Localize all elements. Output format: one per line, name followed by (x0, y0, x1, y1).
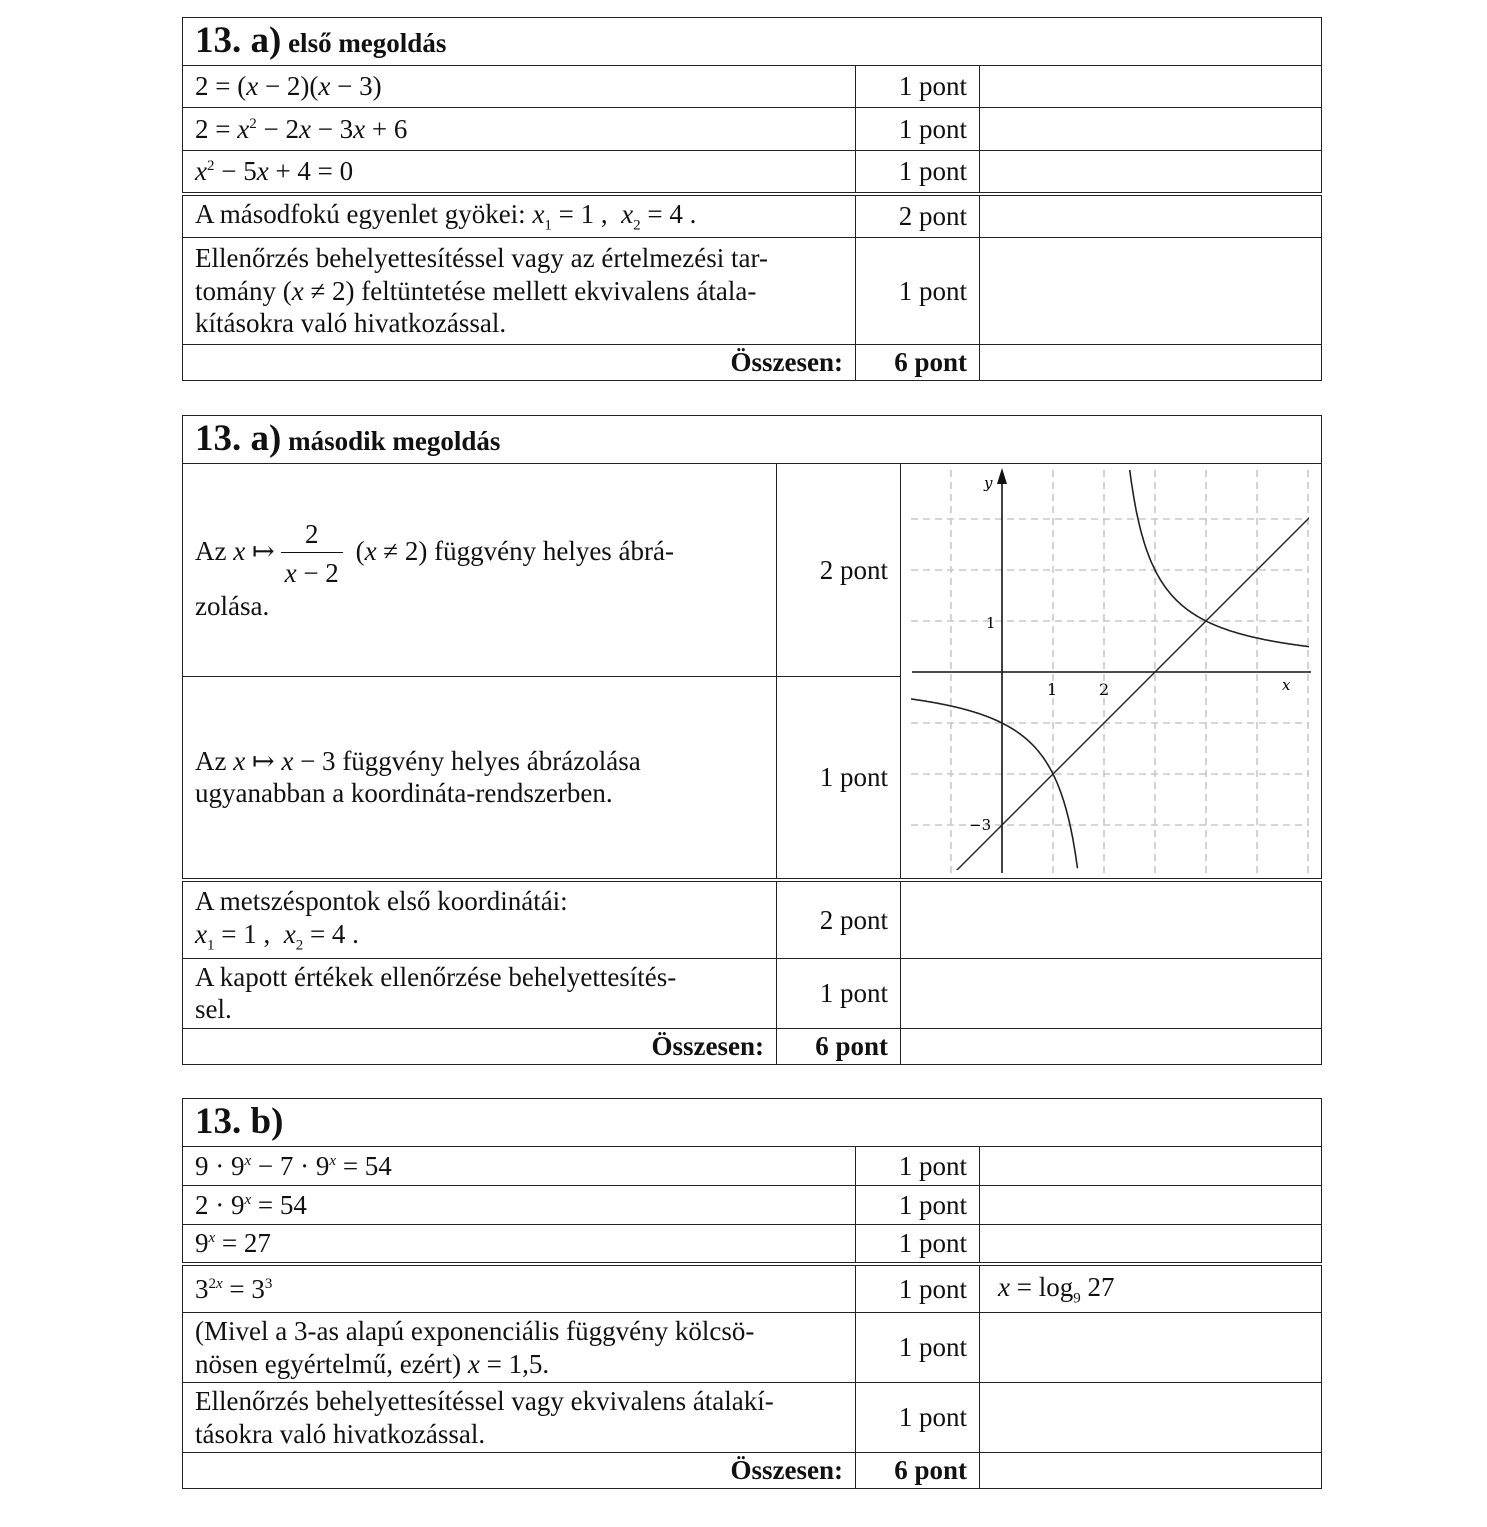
x-tick-1: 1 (1047, 680, 1058, 699)
points-cell: 1 pont (856, 66, 980, 108)
total-points: 6 pont (856, 345, 980, 381)
equation-step: $x^2 - 5x + 4 = 0$ (183, 151, 856, 194)
note-cell (980, 1147, 1322, 1186)
y-tick-minus-3: −3 (969, 816, 992, 834)
points-cell: 1 pont (856, 238, 980, 345)
x-axis-label: x (1282, 676, 1291, 694)
equation-step: $9 \cdot 9^x - 7 \cdot 9^x = 54$ (183, 1147, 856, 1186)
graph-cell (901, 464, 1322, 881)
check-text: A kapott értékek ellenőrzése behelyettesítés- sel. (183, 958, 777, 1028)
alternative-note: $x = \log_9 27$ (980, 1264, 1322, 1313)
equation-step: $2 = x^2 - 2x - 3x + 6$ (183, 108, 856, 151)
y-axis-label: y (984, 474, 993, 492)
note-cell (980, 1225, 1322, 1264)
points-cell: 1 pont (856, 1313, 980, 1383)
note-cell (980, 345, 1322, 381)
note-cell (901, 1028, 1322, 1064)
injective-text: (Mivel a 3-as alapú exponenciális függvény kölcsö- nösen egyértelmű, ezért) x = 1,5. (183, 1313, 856, 1383)
solution-table-13a-second (182, 415, 1322, 1065)
points-cell: 1 pont (856, 1186, 980, 1225)
solution-table-13b (182, 1098, 1322, 1489)
graph-task-2: Az x ↦ x − 3 függvény helyes ábrázolása ugyanabban a koordináta-rendszerben. (183, 676, 777, 880)
note-cell (980, 1383, 1322, 1453)
note-cell (980, 108, 1322, 151)
table-header (183, 18, 1322, 66)
points-cell: 1 pont (777, 958, 901, 1028)
task-number: 13. a) (195, 418, 282, 460)
linear-function-line (956, 514, 1313, 871)
total-points: 6 pont (856, 1453, 980, 1489)
y-tick-1: 1 (986, 614, 996, 632)
note-cell (901, 958, 1322, 1028)
equation-step: 2 = (x − 2)(x − 3) (183, 66, 856, 108)
total-label: Összesen: (183, 1453, 856, 1489)
y-axis-arrow-icon (997, 468, 1007, 484)
points-cell: 1 pont (856, 1383, 980, 1453)
equation-step: $2 \cdot 9^x = 54$ (183, 1186, 856, 1225)
task-number: 13. b) (195, 1101, 284, 1143)
points-cell: 1 pont (777, 676, 901, 880)
total-label: Összesen: (183, 1028, 777, 1064)
table-header (183, 416, 1322, 464)
note-cell (901, 880, 1322, 958)
equation-step: $9^x = 27$ (183, 1225, 856, 1264)
note-cell (980, 194, 1322, 238)
graph-task-1: Az x ↦ $\frac{2}{x - 2}$ (x ≠ 2) függvény helyes ábrá- zolása. (183, 464, 777, 677)
points-cell: 1 pont (856, 1147, 980, 1186)
total-label: Összesen: (183, 345, 856, 381)
points-cell: 1 pont (856, 1264, 980, 1313)
task-subtitle: második megoldás (288, 426, 501, 457)
solution-table-13a-first (182, 17, 1322, 381)
note-cell (980, 1453, 1322, 1489)
x-tick-2: 2 (1099, 680, 1110, 699)
note-cell (980, 1313, 1322, 1383)
note-cell (980, 1186, 1322, 1225)
table-header (183, 1099, 1322, 1147)
note-cell (980, 151, 1322, 194)
check-text: Ellenőrzés behelyettesítéssel vagy az értelmezési tar- tomány (x ≠ 2) feltüntetése mellett ekvivalens átala- kításokra való hivatkozással. (183, 238, 856, 345)
function-graph (909, 468, 1321, 878)
task-number: 13. a) (195, 20, 282, 62)
total-points: 6 pont (777, 1028, 901, 1064)
points-cell: 1 pont (856, 108, 980, 151)
points-cell: 1 pont (856, 1225, 980, 1264)
note-cell (980, 66, 1322, 108)
check-text: Ellenőrzés behelyettesítéssel vagy ekvivalens átalakí- tásokra való hivatkozással. (183, 1383, 856, 1453)
points-cell: 1 pont (856, 151, 980, 194)
equation-step: $3^{2x} = 3^3$ (183, 1264, 856, 1313)
points-cell: 2 pont (777, 880, 901, 958)
roots-text: A másodfokú egyenlet gyökei: $x_1 = 1$ , $x_2 = 4$ . (183, 194, 856, 238)
intersection-text: A metszéspontok első koordinátái: $x_1 = 1$ , $x_2 = 4$ . (183, 880, 777, 958)
points-cell: 2 pont (856, 194, 980, 238)
points-cell: 2 pont (777, 464, 901, 677)
task-subtitle: első megoldás (288, 28, 447, 59)
note-cell (980, 238, 1322, 345)
